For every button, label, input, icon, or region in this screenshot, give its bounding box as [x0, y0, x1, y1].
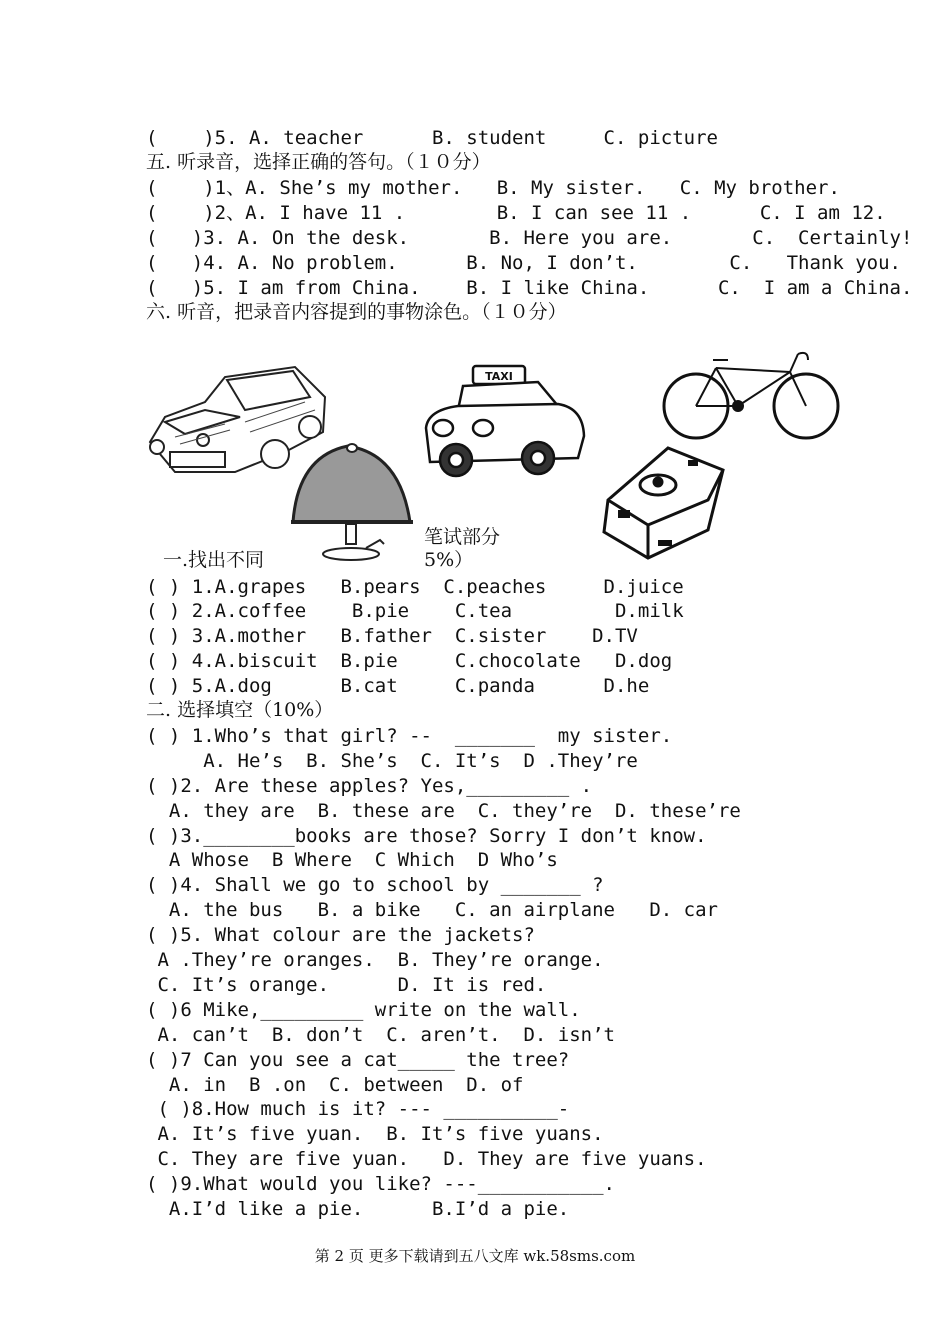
section1-item-2: ( ) 2.A.coffee B.pie C.tea D.milk: [146, 600, 684, 622]
section2-line-8: A. the bus B. a bike C. an airplane D. car: [146, 899, 718, 921]
pencil-sharpener-picture: [598, 440, 730, 562]
section6-title: 六. 听音，把录音内容提到的事物涂色。（１０分）: [146, 301, 567, 323]
section2-line-3: ( )2. Are these apples? Yes,_________ .: [146, 775, 593, 797]
taxi-sign-text: TAXI: [485, 370, 513, 383]
section2-line-15: A. in B .on C. between D. of: [146, 1074, 524, 1096]
section1-item-3: ( ) 3.A.mother B.father C.sister D.TV: [146, 625, 638, 647]
taxi-picture: [418, 358, 590, 480]
section2-line-9: ( )5. What colour are the jackets?: [146, 924, 535, 946]
section2-line-16: ( )8.How much is it? --- __________-: [146, 1098, 570, 1120]
page-footer: 第 2 页 更多下载请到五八文库 wk.58sms.com: [314, 1247, 636, 1265]
section2-line-17: A. It’s five yuan. B. It’s five yuans.: [146, 1123, 604, 1145]
section2-line-14: ( )7 Can you see a cat_____ the tree?: [146, 1049, 570, 1071]
section1-score: 5%）: [424, 549, 474, 571]
section2-line-2: A. He’s B. She’s C. It’s D .They’re: [146, 750, 638, 772]
section2-line-12: ( )6 Mike,_________ write on the wall.: [146, 999, 581, 1021]
section2-line-1: ( ) 1.Who’s that girl? -- _______ my sister.: [146, 725, 673, 747]
section5-item-3: ( )3. A. On the desk. B. Here you are. C. Certainly!: [146, 227, 913, 249]
section5-item-5: ( )5. I am from China. B. I like China. C. I am a China.: [146, 277, 913, 299]
section2-line-18: C. They are five yuan. D. They are five yuans.: [146, 1148, 707, 1170]
section5-item-4: ( )4. A. No problem. B. No, I don’t. C. Thank you.: [146, 252, 901, 274]
section2-title: 二. 选择填空（10%）: [146, 699, 334, 721]
section2-line-4: A. they are B. these are C. they’re D. these’re: [146, 800, 741, 822]
section1-item-4: ( ) 4.A.biscuit B.pie C.chocolate D.dog: [146, 650, 673, 672]
q5-options-line: ( )5. A. teacher B. student C. picture: [146, 127, 718, 149]
section2-line-19: ( )9.What would you like? ---___________.: [146, 1173, 615, 1195]
section2-line-6: A Whose B Where C Which D Who’s: [146, 849, 558, 871]
section5-item-2: ( )2、A. I have 11 . B. I can see 11 . C. I am 12.: [146, 202, 886, 224]
section2-line-5: ( )3.________books are those? Sorry I don’t know.: [146, 825, 707, 847]
lamp-picture: [288, 436, 418, 566]
section5-item-1: ( )1、A. She’s my mother. B. My sister. C. My brother.: [146, 177, 840, 199]
bicycle-picture: [658, 346, 840, 440]
section1-item-5: ( ) 5.A.dog B.cat C.panda D.he: [146, 675, 650, 697]
written-part-title: 笔试部分: [424, 526, 501, 548]
section1-title: 一.找出不同: [163, 549, 265, 571]
section2-line-7: ( )4. Shall we go to school by _______ ?: [146, 874, 604, 896]
section2-line-13: A. can’t B. don’t C. aren’t. D. isn’t: [146, 1024, 615, 1046]
section5-title: 五. 听录音，选择正确的答句。（１０分）: [146, 151, 491, 173]
section2-line-20: A.I’d like a pie. B.I’d a pie.: [146, 1198, 570, 1220]
section1-item-1: ( ) 1.A.grapes B.pears C.peaches D.juice: [146, 576, 684, 598]
section2-line-10: A .They’re oranges. B. They’re orange.: [146, 949, 604, 971]
section2-line-11: C. It’s orange. D. It is red.: [146, 974, 547, 996]
